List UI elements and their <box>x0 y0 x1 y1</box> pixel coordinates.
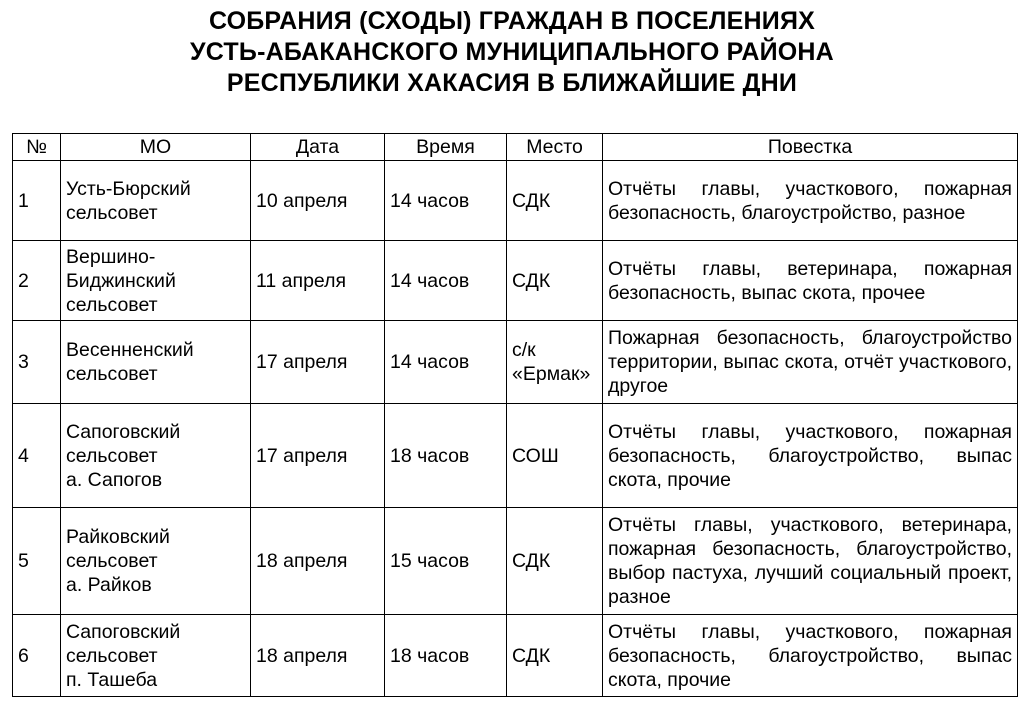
title-line-1: СОБРАНИЯ (СХОДЫ) ГРАЖДАН В ПОСЕЛЕНИЯХ <box>208 7 816 35</box>
mo-line: Весенненский <box>66 339 194 361</box>
meetings-table <box>12 133 1018 697</box>
cell-agenda: Отчёты главы, участкового, пожарная безопасность, благоустройство, выпас скота, прочие <box>603 404 1018 508</box>
cell-place: СДК <box>507 508 603 615</box>
cell-place: СДК <box>507 615 603 697</box>
mo-line: а. Сапогов <box>66 468 163 491</box>
page-title <box>0 6 1024 99</box>
table-row <box>13 404 1018 508</box>
cell-agenda: Отчёты главы, участкового, пожарная безопасность, благоустройство, выпас скота, прочие <box>603 615 1018 697</box>
cell-num: 5 <box>13 508 61 615</box>
table-header-row <box>13 134 1018 161</box>
cell-agenda: Пожарная безопасность, благоустройство территории, выпас скота, отчёт участкового, другое <box>603 321 1018 404</box>
mo-line: Усть-Бюрский <box>66 177 191 200</box>
mo-line: Сапоговский <box>66 620 181 643</box>
cell-date: 10 апреля <box>251 161 385 241</box>
cell-place: с/к «Ермак» <box>507 321 603 404</box>
cell-time: 18 часов <box>385 404 507 508</box>
cell-mo <box>61 321 251 404</box>
table-row <box>13 321 1018 404</box>
mo-line: п. Ташеба <box>66 668 158 691</box>
cell-date: 17 апреля <box>251 321 385 404</box>
header-mo: МО <box>61 134 251 161</box>
mo-line: Биджинский <box>66 269 176 292</box>
cell-mo <box>61 161 251 241</box>
header-agenda: Повестка <box>603 134 1018 161</box>
cell-agenda: Отчёты главы, ветеринара, пожарная безопасность, выпас скота, прочее <box>603 241 1018 321</box>
mo-line: сельсовет <box>66 363 158 385</box>
mo-line: Вершино- <box>66 245 156 268</box>
cell-date: 18 апреля <box>251 508 385 615</box>
cell-num: 2 <box>13 241 61 321</box>
table-row <box>13 161 1018 241</box>
title-line-3: РЕСПУБЛИКИ ХАКАСИЯ В БЛИЖАЙШИЕ ДНИ <box>226 69 798 97</box>
mo-line: сельсовет <box>66 201 158 224</box>
mo-line: сельсовет <box>66 550 158 572</box>
mo-line: сельсовет <box>66 444 158 467</box>
cell-place: СДК <box>507 241 603 321</box>
header-num: № <box>13 134 61 161</box>
header-place: Место <box>507 134 603 161</box>
cell-mo <box>61 404 251 508</box>
header-time: Время <box>385 134 507 161</box>
cell-num: 3 <box>13 321 61 404</box>
cell-mo <box>61 615 251 697</box>
cell-mo <box>61 241 251 321</box>
table-row <box>13 508 1018 615</box>
table-row <box>13 615 1018 697</box>
cell-date: 17 апреля <box>251 404 385 508</box>
header-date: Дата <box>251 134 385 161</box>
cell-time: 14 часов <box>385 321 507 404</box>
cell-num: 4 <box>13 404 61 508</box>
title-line-2: УСТЬ-АБАКАНСКОГО МУНИЦИПАЛЬНОГО РАЙОНА <box>190 38 834 66</box>
cell-time: 14 часов <box>385 161 507 241</box>
cell-date: 11 апреля <box>251 241 385 321</box>
cell-agenda: Отчёты главы, участкового, ветеринара, пожарная безопасность, благоустройство, выбор пастуха, лучший социальный проект, разное <box>603 508 1018 615</box>
cell-time: 18 часов <box>385 615 507 697</box>
mo-line: Райковский <box>66 526 170 548</box>
cell-num: 1 <box>13 161 61 241</box>
cell-time: 15 часов <box>385 508 507 615</box>
cell-place: СДК <box>507 161 603 241</box>
table-row <box>13 241 1018 321</box>
cell-num: 6 <box>13 615 61 697</box>
cell-place: СОШ <box>507 404 603 508</box>
cell-time: 14 часов <box>385 241 507 321</box>
cell-agenda: Отчёты главы, участкового, пожарная безопасность, благоустройство, разное <box>603 161 1018 241</box>
mo-line: Сапоговский <box>66 420 181 443</box>
mo-line: сельсовет <box>66 293 158 316</box>
mo-line: а. Райков <box>66 574 152 596</box>
cell-date: 18 апреля <box>251 615 385 697</box>
cell-mo <box>61 508 251 615</box>
mo-line: сельсовет <box>66 644 158 667</box>
